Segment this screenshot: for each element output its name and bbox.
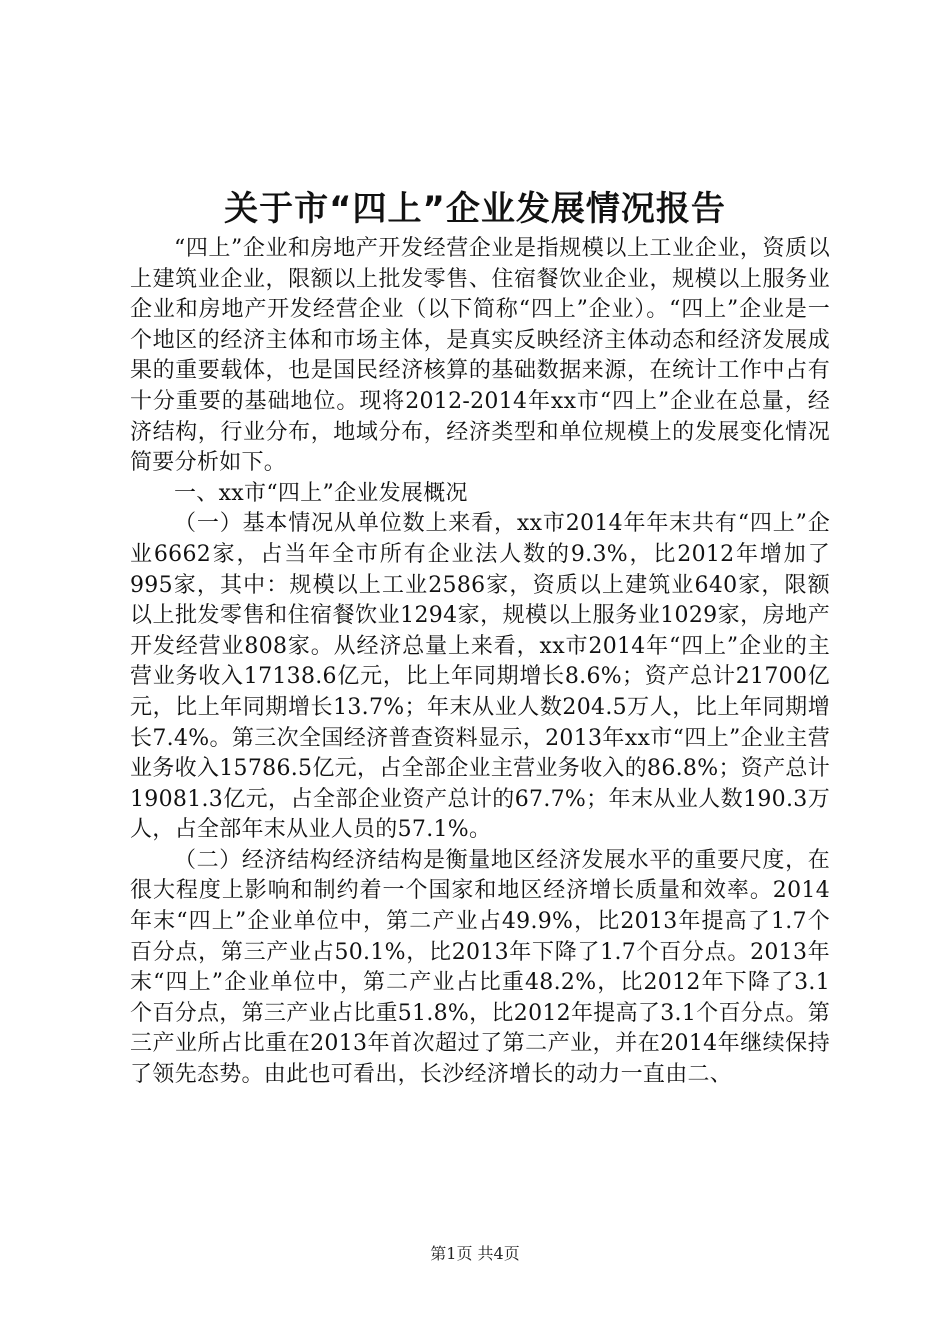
intro-paragraph: “四上”企业和房地产开发经营企业是指规模以上工业企业，资质以上建筑业企业，限额以上批发零售、住宿餐饮业企业，规模以上服务业企业和房地产开发经营企业（以下简称“四上”企业）。“四上”企业是一个地区的经济主体和市场主体，是真实反映经济主体动态和经济发展成果的重要载体，也是国民经济核算的基础数据来源，在统计工作中占有十分重要的基础地位。现将2012-2014年xx市“四上”企业在总量，经济结构，行业分布，地域分布，经济类型和单位规模上的发展变化情况简要分析如下。 <box>130 236 830 476</box>
basic-situation-paragraph: （一）基本情况从单位数上来看，xx市2014年年末共有“四上”企业6662家，占当年全市所有企业法人数的9.3%，比2012年增加了995家，其中：规模以上工业2586家，资质以上建筑业640家，限额以上批发零售和住宿餐饮业1294家，规模以上服务业1029家，房地产开发经营业808家。从经济总量上来看，xx市2014年“四上”企业的主营业务收入17138.6亿元，比上年同期增长8.6%；资产总计21700亿元，比上年同期增长13.7%；年末从业人数204.5万人，比上年同期增长7.4%。第三次全国经济普查资料显示，2013年xx市“四上”企业主营业务收入15786.5亿元，占全部企业主营业务收入的86.8%；资产总计19081.3亿元，占全部企业资产总计的67.7%；年末从业人数190.3万人，占全部年末从业人员的57.1%。 <box>130 511 830 843</box>
document-title: 关于市“四上”企业发展情况报告 <box>224 189 726 229</box>
economic-structure-paragraph: （二）经济结构经济结构是衡量地区经济发展水平的重要尺度，在很大程度上影响和制约着一个国家和地区经济增长质量和效率。2014年末“四上”企业单位中，第二产业占49.9%，比2013年提高了1.7个百分点，第三产业占50.1%，比2013年下降了1.7个百分点。2013年末“四上”企业单位中，第二产业占比重48.2%，比2012年下降了3.1个百分点，第三产业占比重51.8%，比2012年提高了3.1个百分点。第三产业所占比重在2013年首次超过了第二产业，并在2014年继续保持了领先态势。由此也可看出，长沙经济增长的动力一直由二、 <box>130 847 830 1088</box>
document-body <box>130 234 830 1091</box>
page-footer: 第1页 共4页 <box>430 1244 520 1263</box>
section-heading: 一、xx市“四上”企业发展概况 <box>174 480 468 506</box>
